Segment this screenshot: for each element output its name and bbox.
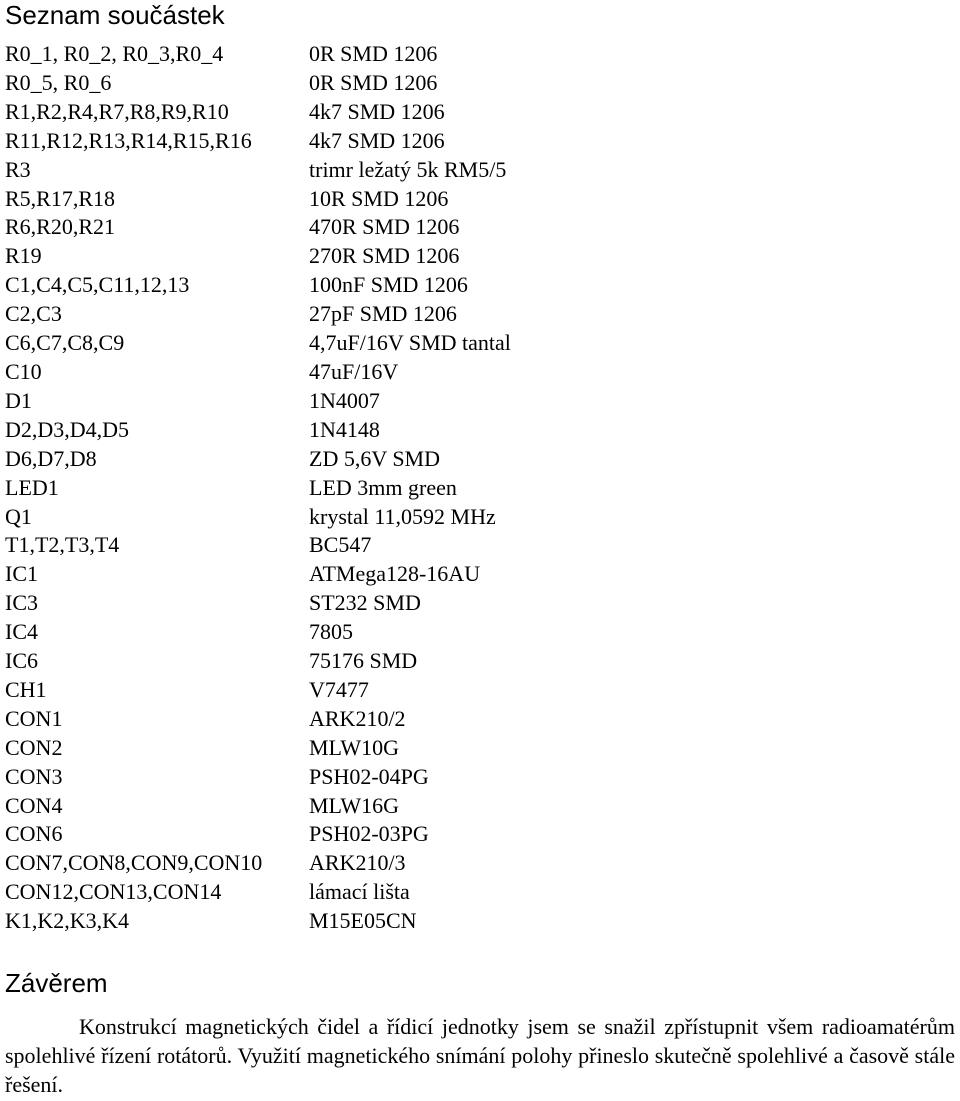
- table-row: [5, 878, 955, 907]
- component-value: ST232 SMD: [309, 590, 421, 616]
- table-row: [5, 445, 955, 474]
- component-reference: IC3: [5, 590, 38, 616]
- table-row: [5, 560, 955, 589]
- table-row: [5, 387, 955, 416]
- component-value: PSH02-04PG: [309, 763, 429, 789]
- component-value: 270R SMD 1206: [309, 243, 460, 269]
- component-value: PSH02-03PG: [309, 821, 429, 847]
- component-value: 75176 SMD: [309, 648, 418, 674]
- component-value: 1N4148: [309, 416, 380, 442]
- component-reference: CON12,CON13,CON14: [5, 879, 222, 905]
- section-heading-conclusion: Závěrem: [5, 968, 108, 998]
- parts-table: [5, 40, 955, 936]
- table-row: [5, 849, 955, 878]
- component-reference: CON7,CON8,CON9,CON10: [5, 850, 263, 876]
- table-row: [5, 416, 955, 445]
- component-value: lámací lišta: [309, 879, 410, 905]
- component-reference: CON3: [5, 763, 63, 789]
- table-row: [5, 589, 955, 618]
- component-reference: C10: [5, 358, 42, 384]
- component-value: BC547: [309, 532, 372, 558]
- component-value: ZD 5,6V SMD: [309, 445, 441, 471]
- table-row: [5, 242, 955, 271]
- component-reference: T1,T2,T3,T4: [5, 532, 120, 558]
- component-reference: C2,C3: [5, 301, 62, 327]
- table-row: [5, 358, 955, 387]
- component-value: 4k7 SMD 1206: [309, 127, 445, 153]
- table-row: [5, 271, 955, 300]
- component-reference: C6,C7,C8,C9: [5, 330, 125, 356]
- table-row: [5, 907, 955, 936]
- component-value: ARK210/2: [309, 705, 406, 731]
- table-row: [5, 705, 955, 734]
- component-value: 1N4007: [309, 387, 380, 413]
- component-value: 0R SMD 1206: [309, 69, 438, 95]
- component-reference: R0_1, R0_2, R0_3,R0_4: [5, 41, 224, 66]
- component-reference: D1: [5, 387, 32, 413]
- table-row: [5, 618, 955, 647]
- table-row: [5, 531, 955, 560]
- parts-table-body: [5, 40, 955, 936]
- component-reference: R3: [5, 156, 31, 182]
- component-value: 0R SMD 1206: [309, 41, 438, 66]
- component-value: 47uF/16V: [309, 358, 399, 384]
- table-row: [5, 474, 955, 503]
- component-reference: D6,D7,D8: [5, 445, 97, 471]
- component-reference: IC6: [5, 648, 38, 674]
- component-reference: K1,K2,K3,K4: [5, 908, 130, 934]
- component-value: 27pF SMD 1206: [309, 301, 457, 327]
- component-reference: C1,C4,C5,C11,12,13: [5, 272, 190, 298]
- table-row: [5, 820, 955, 849]
- component-value: 10R SMD 1206: [309, 185, 449, 211]
- component-value: 470R SMD 1206: [309, 214, 460, 240]
- component-reference: IC1: [5, 561, 38, 587]
- component-value: ATMega128-16AU: [309, 561, 481, 587]
- table-row: [5, 647, 955, 676]
- component-reference: R11,R12,R13,R14,R15,R16: [5, 127, 252, 153]
- component-reference: D2,D3,D4,D5: [5, 416, 130, 442]
- table-row: [5, 503, 955, 532]
- table-row: [5, 763, 955, 792]
- table-row: [5, 69, 955, 98]
- component-reference: R6,R20,R21: [5, 214, 116, 240]
- conclusion-paragraph: Konstrukcí magnetických čidel a řídicí jednotky jsem se snažil zpřístupnit všem radioamatérům spolehlivé řízení rotátorů. Využití magnetického snímání polohy přineslo skutečně spolehlivé a časově stále řešení.: [5, 1014, 955, 1097]
- component-reference: CON4: [5, 792, 63, 818]
- table-row: [5, 185, 955, 214]
- component-value: MLW16G: [309, 792, 400, 818]
- component-reference: CON2: [5, 734, 63, 760]
- table-row: [5, 98, 955, 127]
- component-reference: CON1: [5, 705, 63, 731]
- component-reference: R1,R2,R4,R7,R8,R9,R10: [5, 98, 229, 124]
- component-value: krystal 11,0592 MHz: [309, 503, 496, 529]
- component-value: M15E05CN: [309, 908, 417, 934]
- table-row: [5, 792, 955, 821]
- table-row: [5, 213, 955, 242]
- component-value: 4,7uF/16V SMD tantal: [309, 330, 511, 356]
- component-value: 100nF SMD 1206: [309, 272, 468, 298]
- component-reference: CON6: [5, 821, 63, 847]
- table-row: [5, 300, 955, 329]
- component-value: ARK210/3: [309, 850, 406, 876]
- component-reference: Q1: [5, 503, 32, 529]
- component-reference: IC4: [5, 619, 38, 645]
- component-value: 4k7 SMD 1206: [309, 98, 445, 124]
- table-row: [5, 127, 955, 156]
- component-reference: LED1: [5, 474, 59, 500]
- component-value: trimr ležatý 5k RM5/5: [309, 156, 507, 182]
- component-value: 7805: [309, 619, 353, 645]
- section-heading-parts-list: Seznam součástek: [5, 0, 225, 30]
- component-value: LED 3mm green: [309, 474, 457, 500]
- component-value: V7477: [309, 676, 369, 702]
- component-reference: R19: [5, 243, 42, 269]
- table-row: [5, 40, 955, 69]
- component-reference: CH1: [5, 676, 47, 702]
- table-row: [5, 676, 955, 705]
- table-row: [5, 156, 955, 185]
- component-reference: R5,R17,R18: [5, 185, 116, 211]
- table-row: [5, 329, 955, 358]
- component-value: MLW10G: [309, 734, 400, 760]
- table-row: [5, 734, 955, 763]
- component-reference: R0_5, R0_6: [5, 69, 112, 95]
